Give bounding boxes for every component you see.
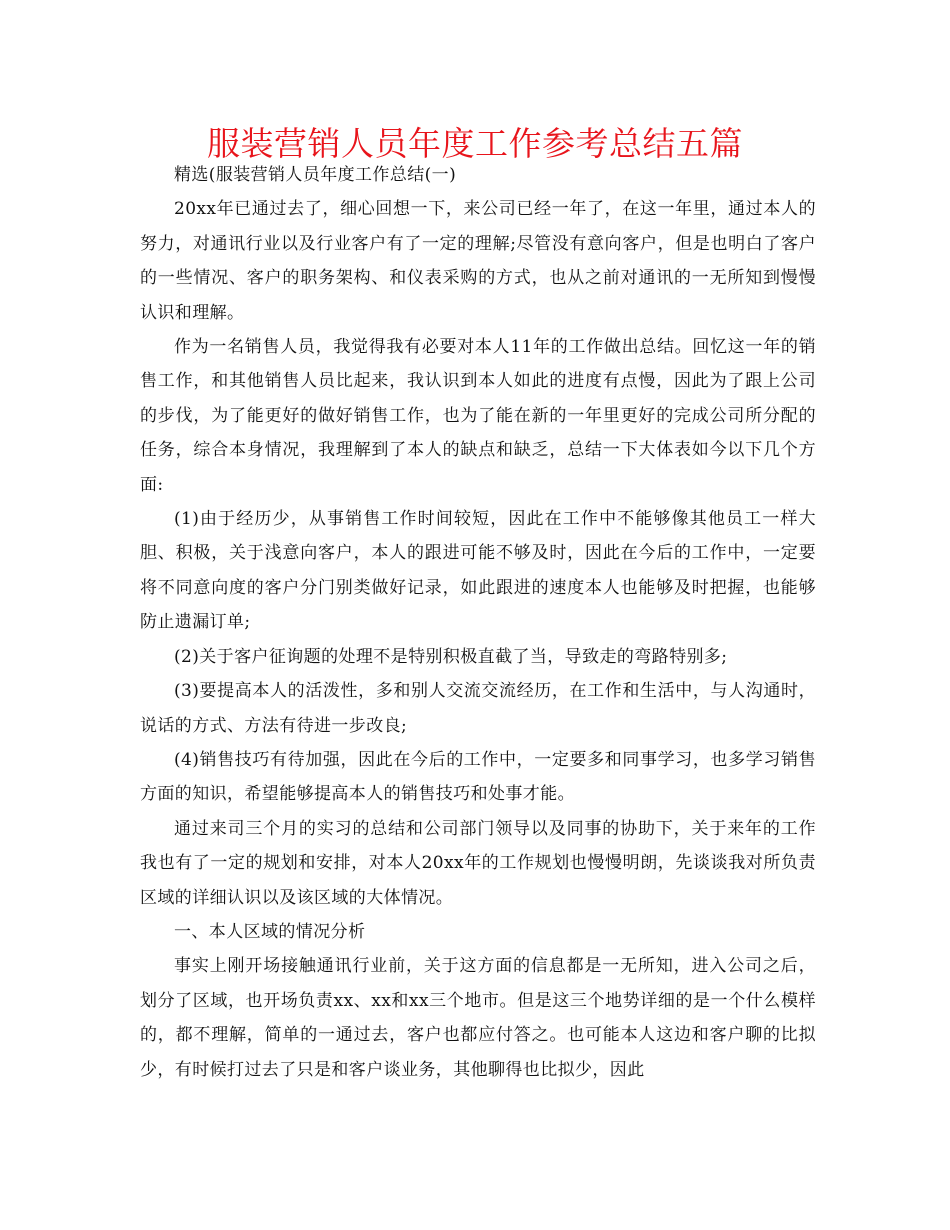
paragraph: 事实上刚开场接触通讯行业前，关于这方面的信息都是一无所知，进入公司之后，划分了区域，也开场负责xx、xx和xx三个地市。但是这三个地势详细的是一个什么模样的，都不理解，简单的一通过去，客户也都应付答之。也可能本人这边和客户聊的比拟少，有时候打过去了只是和客户谈业务，其他聊得也比拟少，因此 — [140, 956, 816, 1080]
paragraph-point-1: (1)由于经历少，从事销售工作时间较短，因此在工作中不能够像其他员工一样大胆、积极，关于浅意向客户，本人的跟进可能不够及时，因此在今后的工作中，一定要将不同意向度的客户分门别类做好记录，如此跟进的速度本人也能够及时把握，也能够防止遗漏订单; — [140, 509, 816, 633]
paragraph: 作为一名销售人员，我觉得我有必要对本人11年的工作做出总结。回忆这一年的销售工作，和其他销售人员比起来，我认识到本人如此的进度有点慢，因此为了跟上公司的步伐，为了能更好的做好销售工作，也为了能在新的一年里更好的完成公司所分配的任务，综合本身情况，我理解到了本人的缺点和缺乏，总结一下大体表如今以下几个方面: — [140, 337, 816, 495]
section-heading: 一、本人区域的情况分析 — [174, 921, 366, 942]
paragraph: 20xx年已通过去了，细心回想一下，来公司已经一年了，在这一年里，通过本人的努力，对通讯行业以及行业客户有了一定的理解;尽管没有意向客户，但是也明白了客户的一些情况、客户的职务架构、和仪表采购的方式，也从之前对通讯的一无所知到慢慢认识和理解。 — [140, 199, 816, 323]
paragraph-point-3: (3)要提高本人的活泼性，多和别人交流交流经历，在工作和生活中，与人沟通时，说话的方式、方法有待进一步改良; — [140, 681, 816, 736]
document-title: 服装营销人员年度工作参考总结五篇 — [207, 124, 743, 163]
document-body — [140, 158, 816, 1087]
paragraph-point-4: (4)销售技巧有待加强，因此在今后的工作中，一定要多和同事学习，也多学习销售方面的知识，希望能够提高本人的销售技巧和处事才能。 — [140, 749, 816, 805]
paragraph-intro: 精选(服装营销人员年度工作总结(一) — [174, 165, 457, 185]
paragraph-point-2: (2)关于客户征询题的处理不是特别积极直截了当，导致走的弯路特别多; — [174, 646, 728, 667]
paragraph: 通过来司三个月的实习的总结和公司部门领导以及同事的协助下，关于来年的工作我也有了一定的规划和安排，对本人20xx年的工作规划也慢慢明朗，先谈谈我对所负责区域的详细认识以及该区域的大体情况。 — [140, 818, 816, 908]
